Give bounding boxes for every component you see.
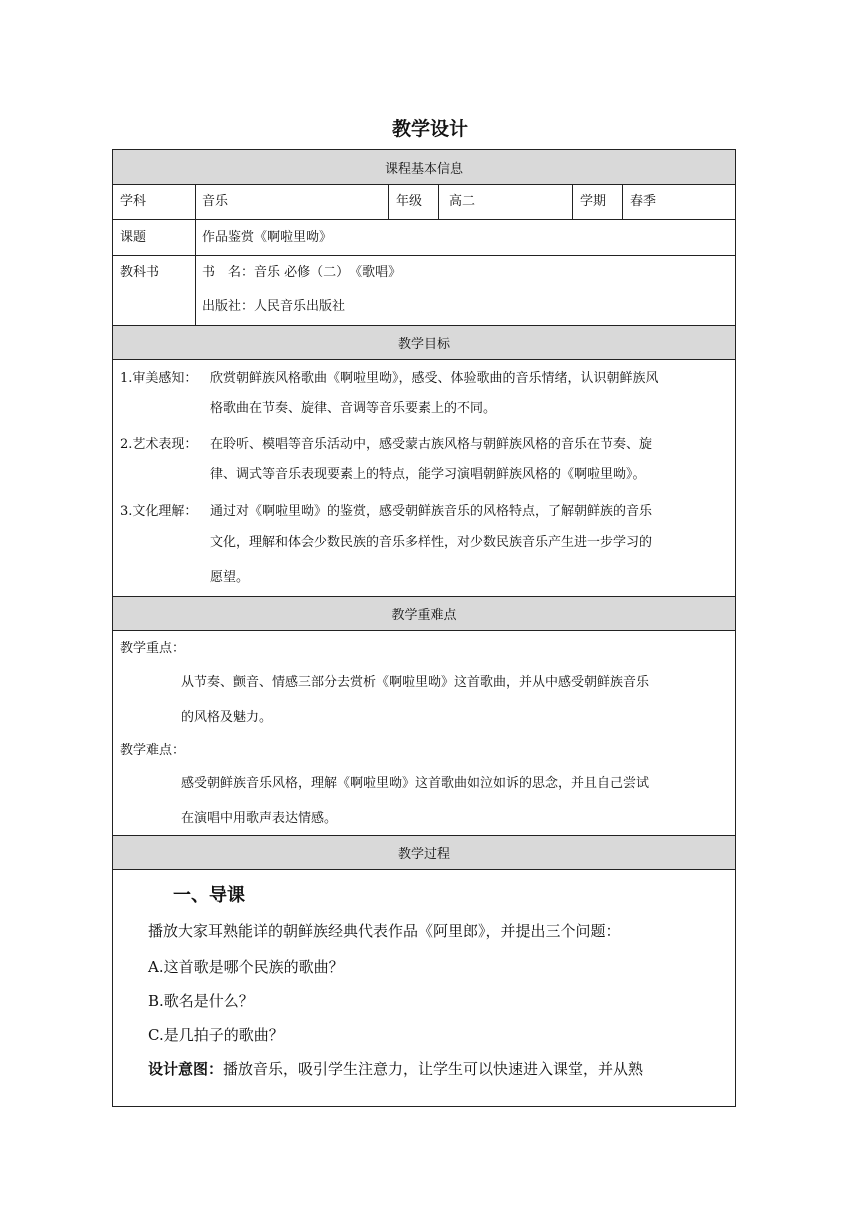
focus-line-2: 的风格及魅力。 bbox=[181, 710, 273, 725]
question-c: C.是几拍子的歌曲？ bbox=[148, 1026, 284, 1044]
column-divider bbox=[388, 185, 389, 219]
textbook-publisher: 出版社：人民音乐出版社 bbox=[202, 299, 346, 314]
subject-value: 音乐 bbox=[202, 194, 229, 209]
term-value: 春季 bbox=[630, 194, 657, 209]
row-divider bbox=[113, 255, 735, 256]
objectives-header-text: 教学目标 bbox=[397, 337, 450, 352]
process-header-text: 教学过程 bbox=[397, 847, 450, 862]
topic-label: 课题 bbox=[120, 230, 147, 245]
difficulty-line-1: 感受朝鲜族音乐风格，理解《啊啦里呦》这首歌曲如泣如诉的思念，并且自己尝试 bbox=[181, 776, 650, 791]
difficulty-line-2: 在演唱中用歌声表达情感。 bbox=[181, 811, 338, 826]
design-intent-text: 播放音乐，吸引学生注意力，让学生可以快速进入课堂，并从熟 bbox=[223, 1060, 644, 1078]
objective-1-line-1: 欣赏朝鲜族风格歌曲《啊啦里呦》，感受、体验歌曲的音乐情绪，认识朝鲜族风 bbox=[210, 371, 659, 386]
key-points-header bbox=[113, 596, 735, 631]
subject-label: 学科 bbox=[120, 194, 147, 209]
basic-info-header bbox=[113, 150, 735, 185]
grade-label: 年级 bbox=[396, 194, 423, 209]
lesson-plan-table bbox=[112, 149, 736, 1107]
objective-3-line-1: 通过对《啊啦里呦》的鉴赏，感受朝鲜族音乐的风格特点，了解朝鲜族的音乐 bbox=[210, 504, 653, 519]
column-divider bbox=[622, 185, 623, 219]
objective-2-line-1: 在聆听、模唱等音乐活动中，感受蒙古族风格与朝鲜族风格的音乐在节奏、旋 bbox=[210, 437, 653, 452]
row-divider bbox=[113, 219, 735, 220]
difficulty-label: 教学难点： bbox=[120, 743, 186, 758]
objective-3-line-2: 文化，理解和体会少数民族的音乐多样性，对少数民族音乐产生进一步学习的 bbox=[210, 535, 653, 550]
design-intent-label: 设计意图： bbox=[148, 1060, 224, 1078]
objective-2-label: 2.艺术表现： bbox=[120, 437, 198, 452]
question-b: B.歌名是什么？ bbox=[148, 992, 254, 1010]
term-label: 学期 bbox=[580, 194, 607, 209]
objective-3-label: 3.文化理解： bbox=[120, 504, 198, 519]
question-a: A.这首歌是哪个民族的歌曲？ bbox=[148, 958, 344, 976]
focus-label: 教学重点： bbox=[120, 641, 186, 656]
section-title-intro: 一、导课 bbox=[173, 885, 245, 906]
basic-info-header-text: 课程基本信息 bbox=[384, 161, 463, 177]
objective-2-line-2: 律、调式等音乐表现要素上的特点，能学习演唱朝鲜族风格的《啊啦里呦》。 bbox=[210, 467, 646, 482]
design-intent bbox=[148, 1060, 643, 1078]
objective-1-label: 1.审美感知： bbox=[120, 371, 198, 386]
textbook-label: 教科书 bbox=[120, 265, 160, 280]
intro-paragraph: 播放大家耳熟能详的朝鲜族经典代表作品《阿里郎》，并提出三个问题： bbox=[148, 922, 621, 940]
objective-1-line-2: 格歌曲在节奏、旋律、音调等音乐要素上的不同。 bbox=[210, 401, 497, 416]
column-divider bbox=[572, 185, 573, 219]
objectives-header bbox=[113, 325, 735, 360]
textbook-title: 书 名：音乐 必修（二） 《歌唱》 bbox=[202, 265, 402, 280]
process-header bbox=[113, 835, 735, 870]
focus-line-1: 从节奏、颤音、情感三部分去赏析《啊啦里呦》这首歌曲，并从中感受朝鲜族音乐 bbox=[181, 675, 650, 690]
topic-value: 作品鉴赏《啊啦里呦》 bbox=[202, 230, 333, 245]
objective-3-line-3: 愿望。 bbox=[210, 570, 250, 585]
column-divider bbox=[438, 185, 439, 219]
document-title: 教学设计 bbox=[391, 118, 468, 140]
grade-value: 高二 bbox=[449, 194, 476, 209]
key-points-header-text: 教学重难点 bbox=[391, 608, 457, 623]
